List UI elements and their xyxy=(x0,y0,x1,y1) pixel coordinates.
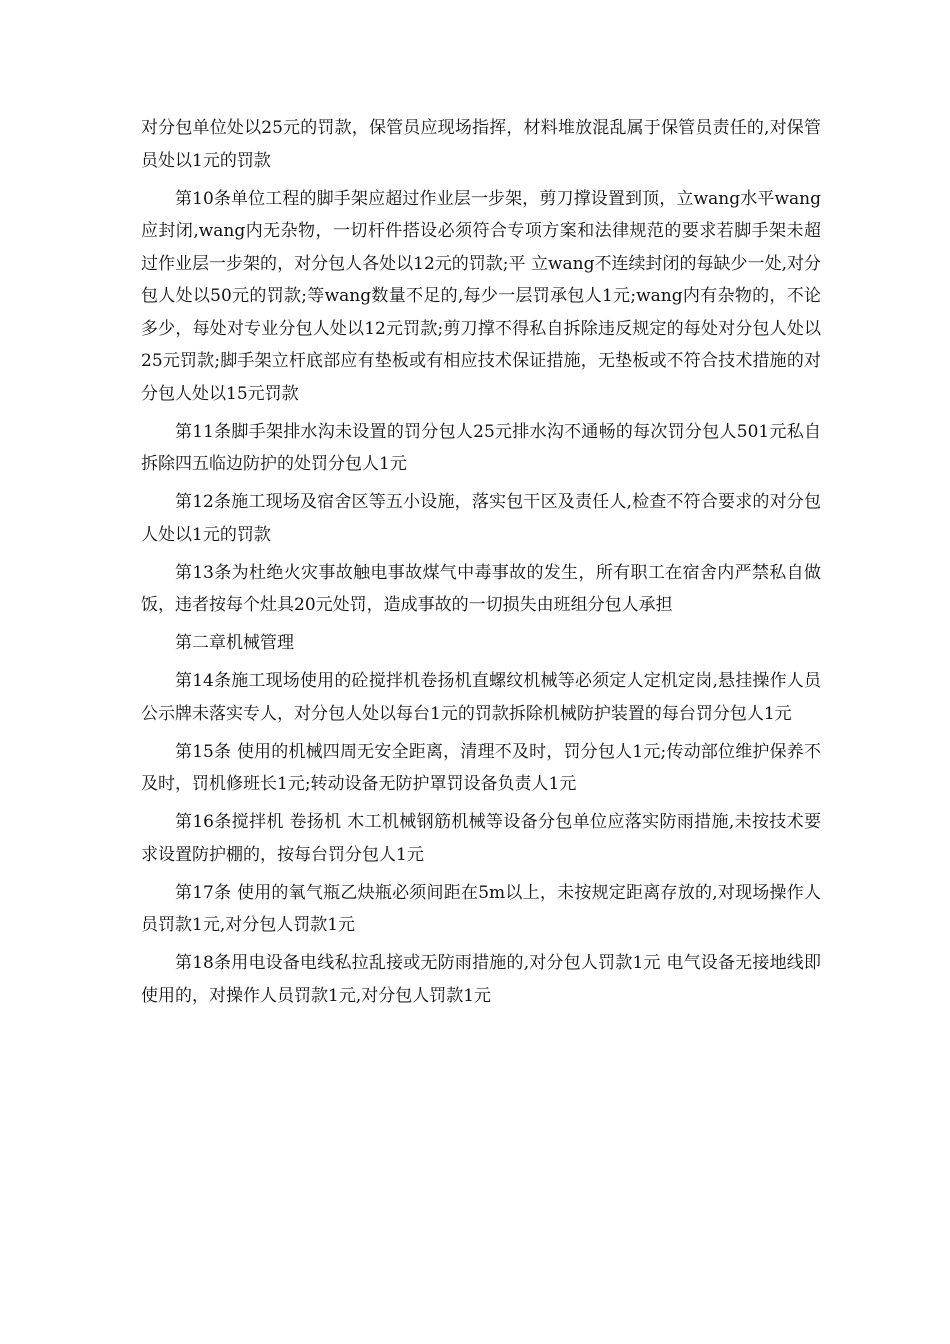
paragraph-article-17: 第17条 使用的氧气瓶乙炔瓶必须间距在5m以上，未按规定距离存放的,对现场操作人员罚款1元,对分包人罚款1元 xyxy=(141,882,821,935)
paragraph-article-10: 第10条单位工程的脚手架应超过作业层一步架，剪刀撑设置到顶，立wang水平wang应封闭,wang内无杂物，一切杆件搭设必须符合专项方案和法律规范的要求若脚手架未超过作业层一步架的，对分包人各处以12元的罚款;平 立wang不连续封闭的每缺少一处,对分包人处以50元的罚款;等wang数量不足的,每少一层罚承包人1元;wang内有杂物的，不论多少，每处对专业分包人处以12元罚款;剪刀撑不得私自拆除违反规定的每处对分包人处以25元罚款;脚手架立杆底部应有垫板或有相应技术保证措施，无垫板或不符合技术措施的对分包人处以15元罚款 xyxy=(141,188,821,404)
paragraph-article-12: 第12条施工现场及宿舍区等五小设施，落实包干区及责任人,检查不符合要求的对分包人处以1元的罚款 xyxy=(141,492,821,545)
document-page xyxy=(141,112,821,1018)
chapter-heading-machinery: 第二章机械管理 xyxy=(175,633,294,653)
paragraph-article-11: 第11条脚手架排水沟未设置的罚分包人25元排水沟不通畅的每次罚分包人501元私自拆除四五临边防护的处罚分包人1元 xyxy=(141,421,821,474)
paragraph-article-16: 第16条搅拌机 卷扬机 木工机械钢筋机械等设备分包单位应落实防雨措施,未按技术要求设置防护棚的，按每台罚分包人1元 xyxy=(141,812,821,865)
paragraph-article-14: 第14条施工现场使用的砼搅拌机卷扬机直螺纹机械等必须定人定机定岗,悬挂操作人员公示牌未落实专人，对分包人处以每台1元的罚款拆除机械防护装置的每台罚分包人1元 xyxy=(141,671,821,724)
paragraph-penalty-continuation: 对分包单位处以25元的罚款，保管员应现场指挥，材料堆放混乱属于保管员责任的,对保管员处以1元的罚款 xyxy=(141,118,821,171)
paragraph-article-18: 第18条用电设备电线私拉乱接或无防雨措施的,对分包人罚款1元 电气设备无接地线即使用的，对操作人员罚款1元,对分包人罚款1元 xyxy=(141,953,821,1006)
paragraph-article-13: 第13条为杜绝火灾事故触电事故煤气中毒事故的发生，所有职工在宿舍内严禁私自做饭，违者按每个灶具20元处罚，造成事故的一切损失由班组分包人承担 xyxy=(141,562,821,615)
paragraph-article-15: 第15条 使用的机械四周无安全距离，清理不及时，罚分包人1元;传动部位维护保养不及时，罚机修班长1元;转动设备无防护罩罚设备负责人1元 xyxy=(141,741,821,794)
